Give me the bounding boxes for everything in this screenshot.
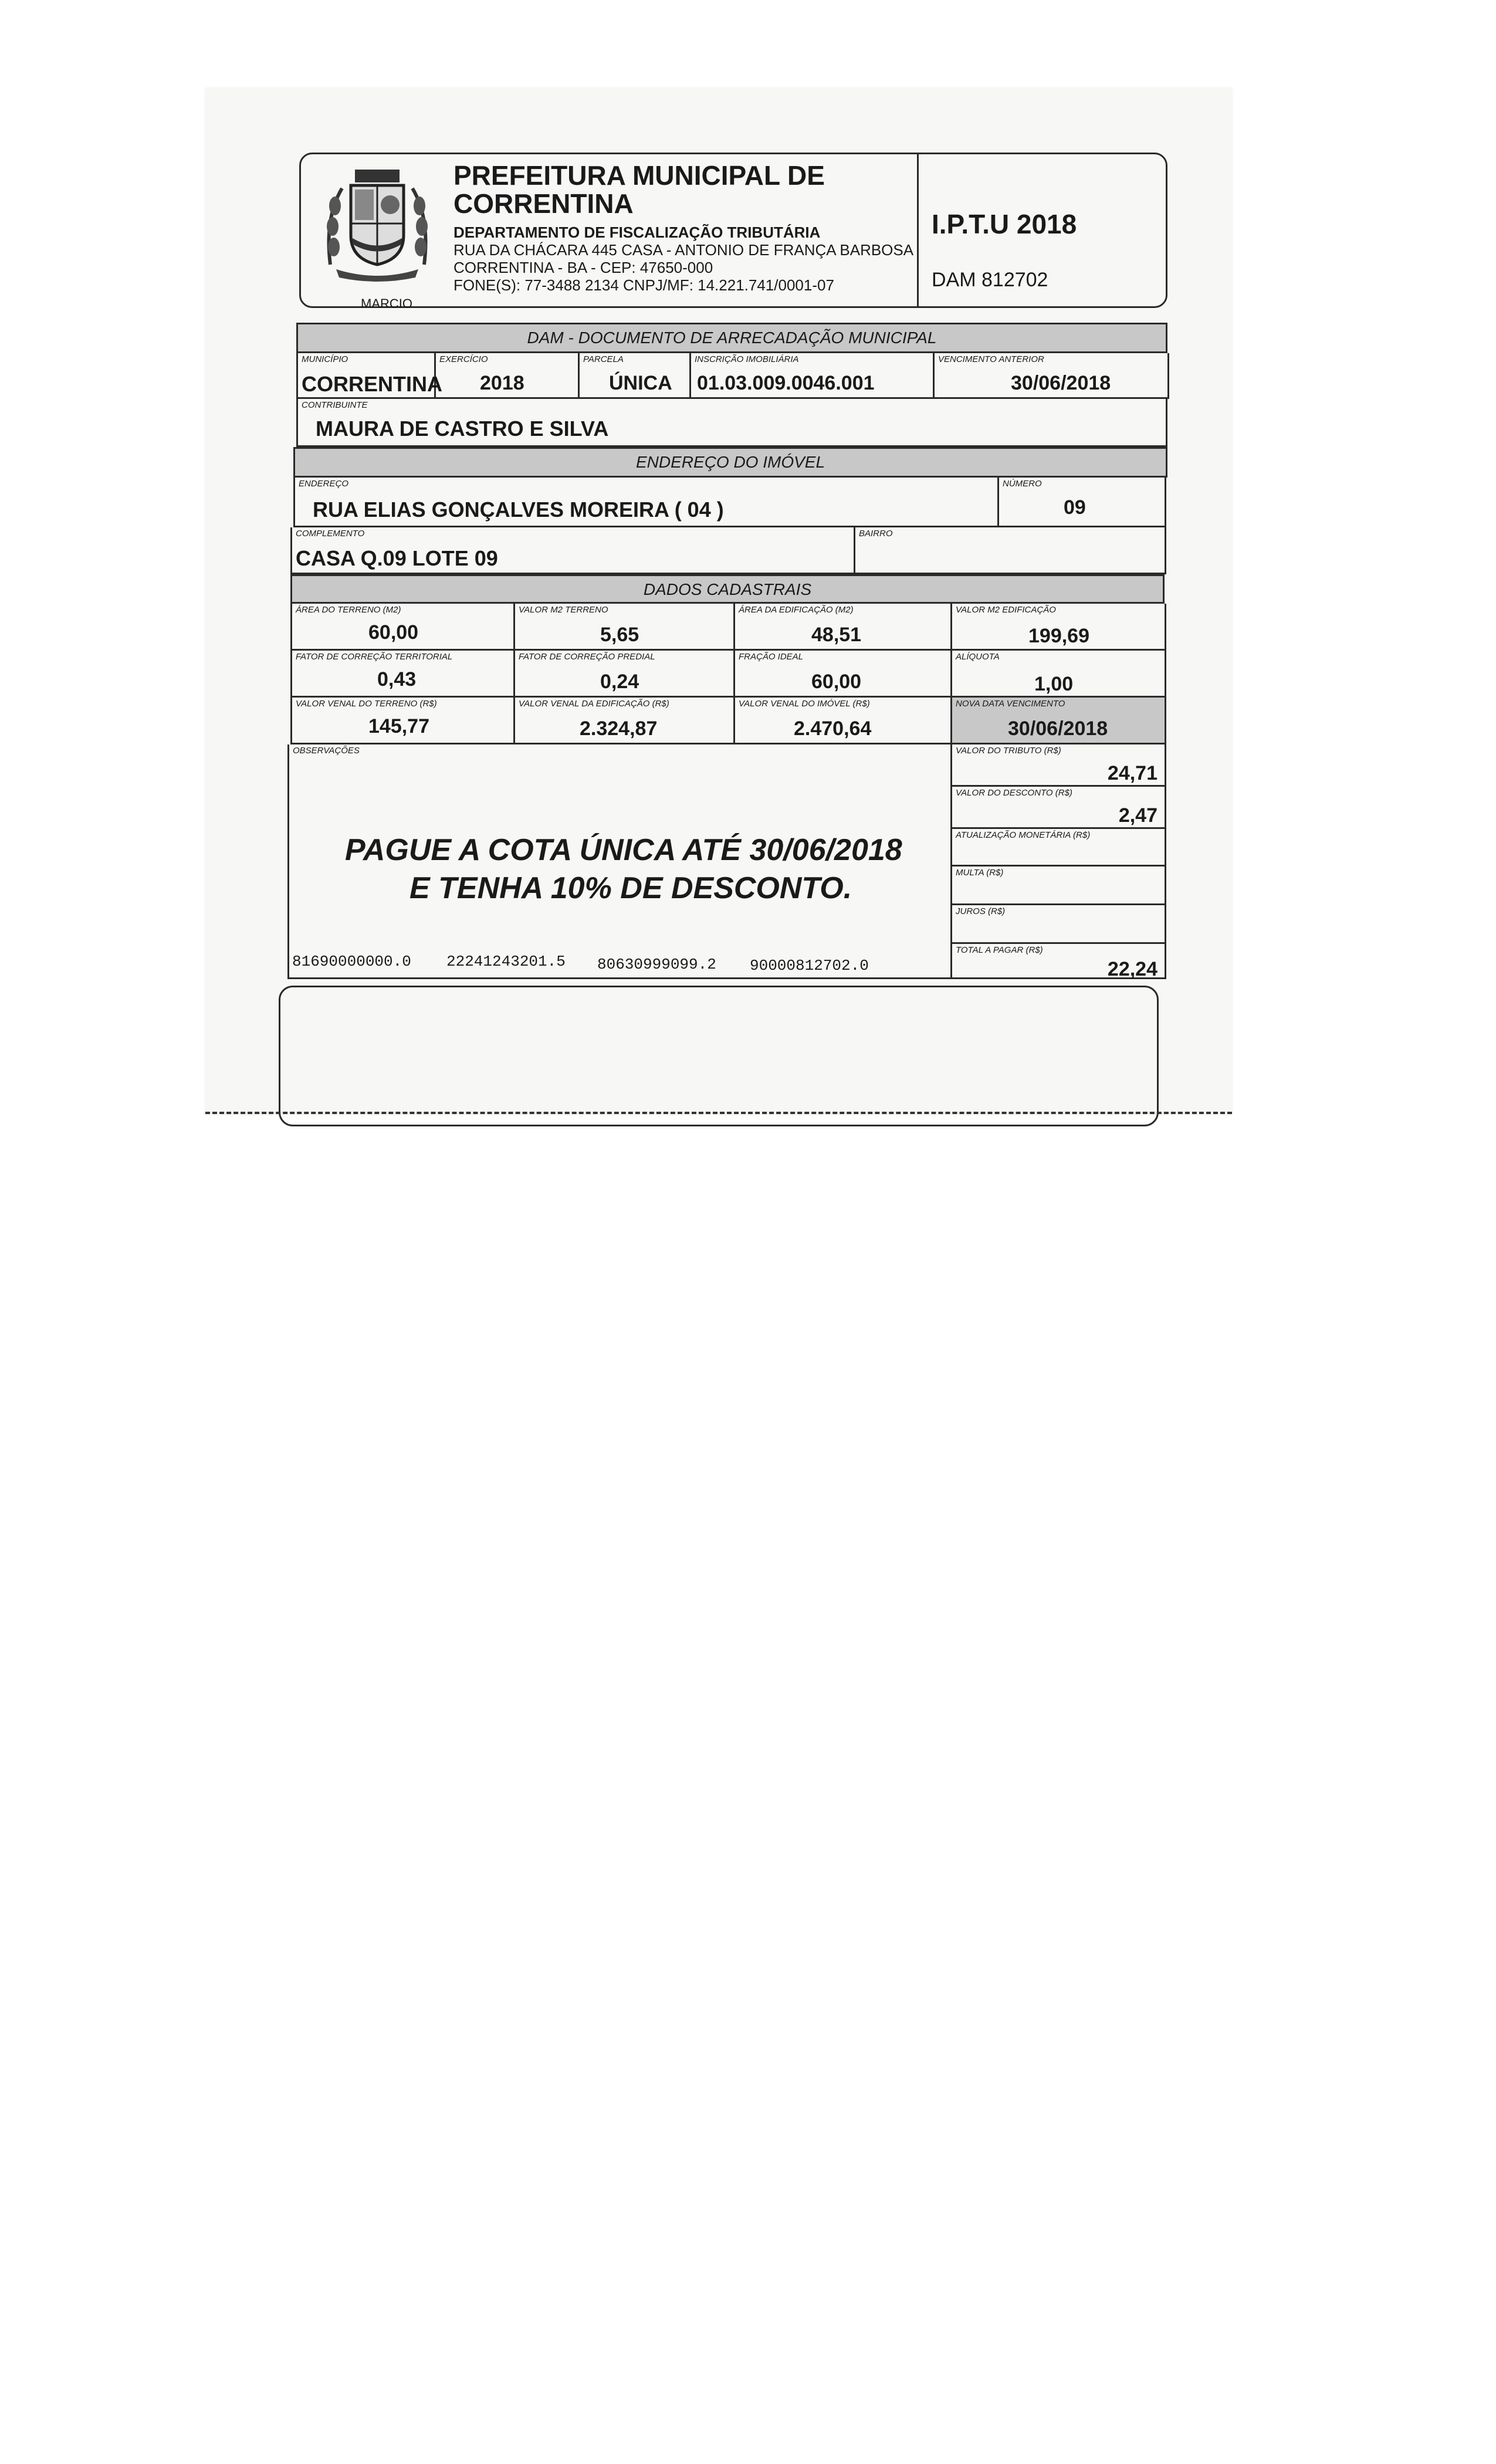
address-line1: RUA DA CHÁCARA 445 CASA - ANTONIO DE FRANÇA BARBOSA <box>453 241 914 259</box>
venal-edificacao-label: VALOR VENAL DA EDIFICAÇÃO (R$) <box>519 699 669 709</box>
multa-label: MULTA (R$) <box>956 868 1004 878</box>
vencimento-label: VENCIMENTO ANTERIOR <box>938 354 1044 364</box>
municipal-coat-of-arms-icon <box>319 165 436 282</box>
promo-line1: PAGUE A COTA ÚNICA ATÉ 30/06/2018 <box>345 833 902 867</box>
juros-cell <box>952 905 1166 944</box>
cadastrais-grid <box>290 604 1165 744</box>
valor-desconto-value: 2,47 <box>1118 804 1157 827</box>
exercicio-value: 2018 <box>480 372 524 394</box>
document-sheet <box>205 88 1232 1115</box>
contribuinte-row <box>296 399 1167 447</box>
contribuinte-value: MAURA DE CASTRO E SILVA <box>316 417 609 441</box>
municipio-value: CORRENTINA <box>302 372 442 396</box>
observacoes-area <box>287 744 950 979</box>
totals-column <box>950 744 1165 979</box>
parcela-label: PARCELA <box>583 354 624 364</box>
aliquota-value: 1,00 <box>1034 673 1074 695</box>
department-name: DEPARTAMENTO DE FISCALIZAÇÃO TRIBUTÁRIA <box>453 224 821 241</box>
dam-band: DAM - DOCUMENTO DE ARRECADAÇÃO MUNICIPAL <box>296 323 1167 353</box>
complemento-cell <box>292 527 855 574</box>
parcela-value: ÚNICA <box>609 372 672 394</box>
observacoes-label: OBSERVAÇÕES <box>293 746 360 756</box>
fracao-ideal-cell <box>735 651 952 698</box>
address-line2: CORRENTINA - BA - CEP: 47650-000 <box>453 259 713 276</box>
aliquota-label: ALÍQUOTA <box>956 652 1000 662</box>
nova-data-value: 30/06/2018 <box>1008 717 1108 740</box>
multa-cell <box>952 867 1166 905</box>
tax-title: I.P.T.U 2018 <box>932 209 1077 239</box>
area-edificacao-value: 48,51 <box>811 624 862 646</box>
venal-imovel-value: 2.470,64 <box>794 717 872 740</box>
barcode-part1: 81690000000.0 <box>292 953 411 970</box>
endereco-label: ENDEREÇO <box>299 479 349 489</box>
valor-tributo-value: 24,71 <box>1107 762 1157 784</box>
exercicio-cell <box>436 353 580 399</box>
venal-imovel-label: VALOR VENAL DO IMÓVEL (R$) <box>739 699 870 709</box>
imovel-band: ENDEREÇO DO IMÓVEL <box>293 447 1167 478</box>
juros-label: JUROS (R$) <box>956 906 1006 916</box>
numero-cell <box>999 478 1166 527</box>
valor-tributo-cell <box>952 744 1166 787</box>
inscricao-value: 01.03.009.0046.001 <box>697 372 875 394</box>
total-label: TOTAL A PAGAR (R$) <box>956 945 1043 955</box>
valor-desconto-cell <box>952 787 1166 829</box>
complemento-label: COMPLEMENTO <box>296 529 365 539</box>
venal-edificacao-cell <box>515 698 735 744</box>
authentication-box <box>279 986 1159 1126</box>
vencimento-cell <box>935 353 1169 399</box>
fator-territorial-value: 0,43 <box>377 668 417 691</box>
endereco-row <box>293 478 1165 527</box>
fator-predial-cell <box>515 651 735 698</box>
prefeitura-title-line1: PREFEITURA MUNICIPAL DE <box>453 160 825 191</box>
venal-terreno-value: 145,77 <box>368 715 429 737</box>
barcode-part3: 80630999099.2 <box>597 956 716 973</box>
fator-predial-label: FATOR DE CORREÇÃO PREDIAL <box>519 652 655 662</box>
valor-m2-terreno-value: 5,65 <box>600 624 639 646</box>
area-terreno-value: 60,00 <box>368 621 419 644</box>
complemento-row <box>290 527 1165 574</box>
bairro-cell <box>855 527 1166 574</box>
venal-imovel-cell <box>735 698 952 744</box>
bairro-label: BAIRRO <box>859 529 893 539</box>
fator-predial-value: 0,24 <box>600 671 639 693</box>
signature-label: MARCIO <box>361 296 412 311</box>
fator-territorial-label: FATOR DE CORREÇÃO TERRITORIAL <box>296 652 453 662</box>
nova-data-cell <box>952 698 1166 744</box>
dam-row1 <box>296 353 1167 399</box>
vencimento-value: 30/06/2018 <box>1011 372 1111 394</box>
complemento-value: CASA Q.09 LOTE 09 <box>296 546 498 570</box>
area-edificacao-cell <box>735 604 952 651</box>
venal-terreno-label: VALOR VENAL DO TERRENO (R$) <box>296 699 437 709</box>
exercicio-label: EXERCÍCIO <box>439 354 488 364</box>
endereco-cell <box>295 478 999 527</box>
total-cell <box>952 944 1166 979</box>
valor-m2-terreno-cell <box>515 604 735 651</box>
prefeitura-title-line2: CORRENTINA <box>453 188 634 219</box>
dam-number: DAM 812702 <box>932 269 1048 291</box>
municipio-label: MUNICÍPIO <box>302 354 348 364</box>
cut-line <box>205 1112 1232 1114</box>
area-edificacao-label: ÁREA DA EDIFICAÇÃO (M2) <box>739 605 854 615</box>
numero-label: NÚMERO <box>1003 479 1042 489</box>
fracao-ideal-value: 60,00 <box>811 671 862 693</box>
fracao-ideal-label: FRAÇÃO IDEAL <box>739 652 804 662</box>
contribuinte-label: CONTRIBUINTE <box>302 400 368 410</box>
barcode-part4: 90000812702.0 <box>750 957 869 974</box>
inscricao-cell <box>691 353 935 399</box>
numero-value: 09 <box>1064 496 1086 519</box>
venal-terreno-cell <box>292 698 515 744</box>
valor-tributo-label: VALOR DO TRIBUTO (R$) <box>956 746 1061 756</box>
valor-m2-edificacao-value: 199,69 <box>1028 625 1089 647</box>
aliquota-cell <box>952 651 1166 698</box>
atualizacao-label: ATUALIZAÇÃO MONETÁRIA (R$) <box>956 830 1091 840</box>
cadastrais-band: DADOS CADASTRAIS <box>290 574 1165 604</box>
valor-m2-terreno-label: VALOR M2 TERRENO <box>519 605 608 615</box>
header-box <box>299 153 1167 308</box>
inscricao-label: INSCRIÇÃO IMOBILIÁRIA <box>695 354 799 364</box>
area-terreno-label: ÁREA DO TERRENO (M2) <box>296 605 401 615</box>
promo-line2: E TENHA 10% DE DESCONTO. <box>409 871 852 905</box>
nova-data-label: NOVA DATA VENCIMENTO <box>956 699 1065 709</box>
endereco-value: RUA ELIAS GONÇALVES MOREIRA ( 04 ) <box>313 497 724 522</box>
address-line3: FONE(S): 77-3488 2134 CNPJ/MF: 14.221.741/0001-07 <box>453 276 834 294</box>
venal-edificacao-value: 2.324,87 <box>580 717 658 740</box>
atualizacao-cell <box>952 829 1166 867</box>
valor-desconto-label: VALOR DO DESCONTO (R$) <box>956 788 1072 798</box>
barcode-part2: 22241243201.5 <box>446 953 566 970</box>
header-divider <box>917 154 919 307</box>
municipio-cell <box>298 353 442 399</box>
valor-m2-edificacao-cell <box>952 604 1166 651</box>
fator-territorial-cell <box>292 651 515 698</box>
valor-m2-edificacao-label: VALOR M2 EDIFICAÇÃO <box>956 605 1056 615</box>
area-terreno-cell <box>292 604 515 651</box>
total-value: 22,24 <box>1107 958 1157 980</box>
parcela-cell <box>580 353 691 399</box>
